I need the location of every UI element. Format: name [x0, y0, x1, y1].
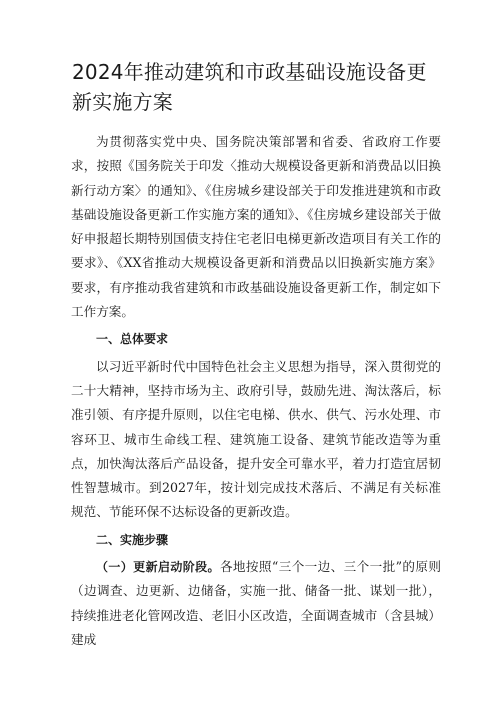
document-title: 2024年推动建筑和市政基础设施设备更新实施方案	[72, 60, 427, 114]
intro-paragraph: 为贯彻落实党中央、国务院决策部署和省委、省政府工作要求，按照《国务院关于印发〈推动大规模设备更新和消费品以旧换新行动方案〉的通知》、《住房城乡建设部关于印发推进建筑和市政基础设施设备更新工作实施方案的通知》、《住房城乡建设部关于做好申报超长期特别国债支持住宅老旧电梯更新改造项目有关工作的要求》、《XX省推动大规模设备更新和消费品以旧换新实施方案》要求，有序推动我省建筑和市政基础设施设备更新工作，制定如下工作方案。	[71, 134, 441, 320]
section-heading-implementation-steps: 二、实施步骤	[96, 532, 169, 547]
step-one-paragraph	[71, 555, 441, 652]
general-requirements-paragraph: 以习近平新时代中国特色社会主义思想为指导，深入贯彻党的二十大精神，坚持市场为主、政府引导，鼓励先进、淘汰落后，标准引领、有序提升原则，以住宅电梯、供水、供气、污水处理、市容环卫、城市生命线工程、建筑施工设备、建筑节能改造等为重点，加快淘汰落后产品设备，提升安全可靠水平，着力打造宜居韧性智慧城市。到2027年，按计划完成技术落后、不满足有关标准规范、节能环保不达标设备的更新改造。	[71, 358, 441, 520]
document-body	[71, 130, 441, 652]
step-one-lead: （一）更新启动阶段。	[96, 560, 220, 575]
step-one-text: 各地按照“三个一边、三个一批”的原则（边调查、边更新、边储备，实施一批、储备一批、谋划一批），持续推进老化管网改造、老旧小区改造，全面调查城市（含县城）建成	[71, 559, 441, 647]
section-heading-general-requirements: 一、总体要求	[96, 332, 169, 347]
